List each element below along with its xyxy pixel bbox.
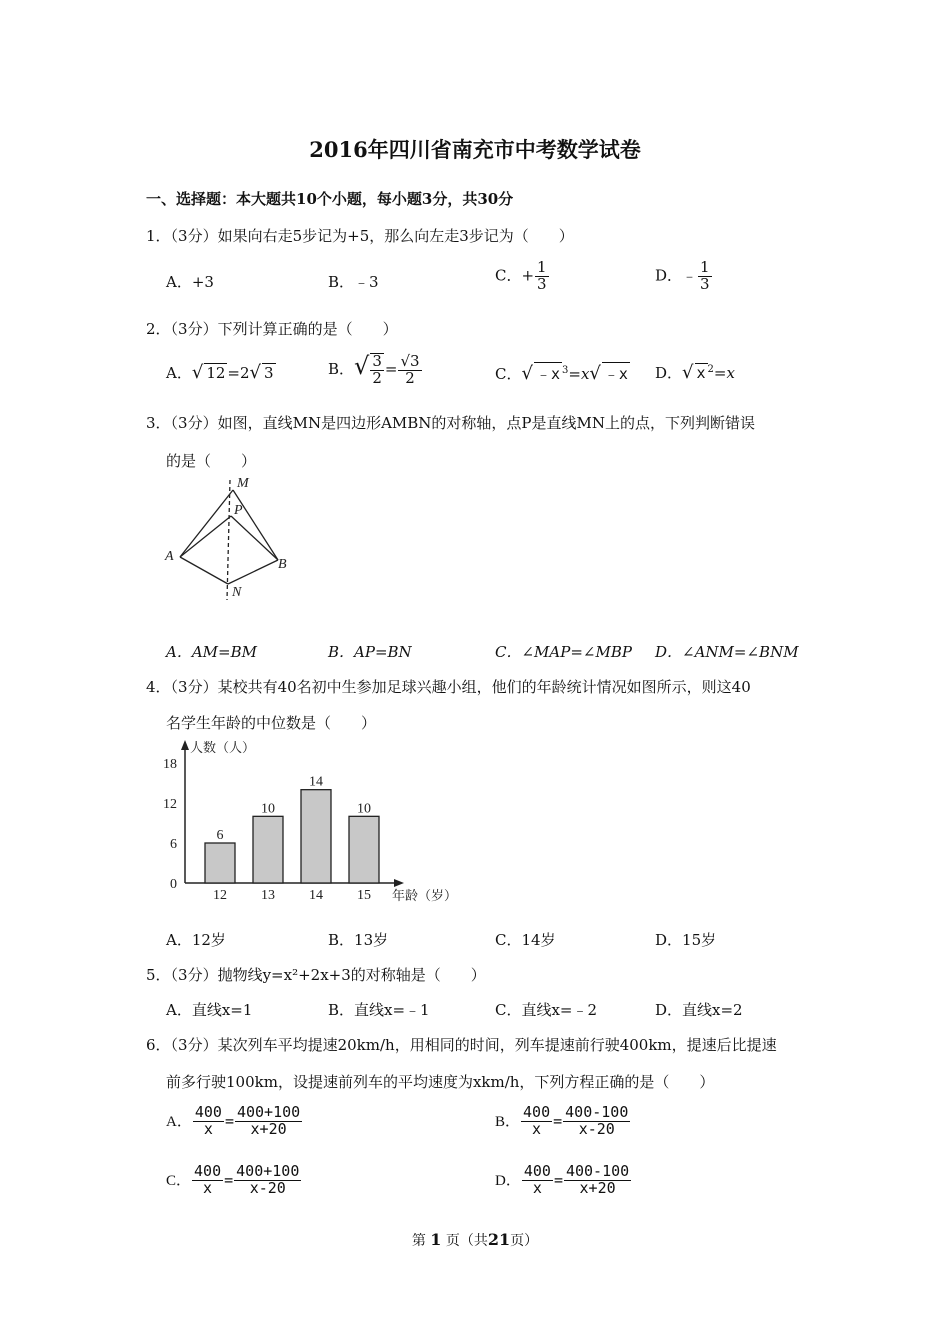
- bar-12: [205, 843, 235, 883]
- question-6-text-line1: 6．（3分）某次列车平均提速20km/h，用相同的时间，列车提速前行驶400km，提速后比提速: [146, 1036, 777, 1054]
- q3-option-c: C．∠MAP=∠MBP: [495, 643, 632, 661]
- q4-option-d: D．15岁: [655, 931, 717, 949]
- x-axis-arrow: [394, 879, 404, 887]
- page-title: 2016年四川省南充市中考数学试卷: [309, 137, 641, 162]
- question-4-text-line1: 4．（3分）某校共有40名初中生参加足球兴趣小组，他们的年龄统计情况如图所示，则这40: [146, 678, 751, 696]
- bar-15: [349, 816, 379, 883]
- q3-option-a: A．AM=BM: [166, 643, 257, 661]
- label-P: P: [234, 503, 243, 518]
- q2-option-d: D．√ x $^2$=x: [655, 362, 735, 383]
- label-A: A: [165, 549, 174, 564]
- page-number: 1: [430, 1230, 442, 1249]
- q3-option-d: D．∠ANM=∠BNM: [655, 643, 799, 661]
- x-tick-label: 12: [213, 888, 227, 903]
- q2-option-c: C．√ ﹣x $^3$=x√ ﹣x: [495, 363, 628, 384]
- age-bar-chart: [160, 738, 470, 908]
- bar-value-label: 10: [261, 801, 275, 817]
- q5-option-d: D．直线x=2: [655, 1001, 743, 1019]
- q1-option-b: B．﹣3: [328, 273, 379, 291]
- bar-value-label: 14: [309, 774, 323, 790]
- q6-option-b: B． $\frac{400}{x}$ = $\frac{400-100}{x-20}$: [495, 1103, 629, 1138]
- q4-option-a: A．12岁: [166, 931, 226, 949]
- q4-option-b: B．13岁: [328, 931, 389, 949]
- q5-option-c: C．直线x=﹣2: [495, 1001, 598, 1019]
- question-6-text-line2: 前多行驶100km，设提速前列车的平均速度为xkm/h，下列方程正确的是（ ）: [166, 1073, 715, 1091]
- bar-14: [301, 790, 331, 883]
- q4-option-c: C．14岁: [495, 931, 556, 949]
- label-B: B: [278, 557, 287, 572]
- page-footer: 第 1 页（共21页）: [411, 1230, 539, 1249]
- label-N: N: [232, 585, 242, 600]
- question-5-text: 5．（3分）抛物线y=x²+2x+3的对称轴是（ ）: [146, 966, 486, 984]
- question-1-text: 1．（3分）如果向右走5步记为+5，那么向左走3步记为（ ）: [146, 227, 574, 245]
- y-axis-label: 人数（人）: [190, 741, 256, 756]
- question-3-text-line1: 3．（3分）如图，直线MN是四边形AMBN的对称轴，点P是直线MN上的点，下列判断错误: [146, 414, 755, 432]
- q5-option-b: B．直线x=﹣1: [328, 1001, 430, 1019]
- q1-option-c: C．+ $\frac{1}{3}$: [495, 258, 547, 293]
- y-tick-label: 6: [170, 837, 177, 852]
- question-3-text-line2: 的是（ ）: [166, 452, 257, 470]
- q6-option-c: C． $\frac{400}{x}$ = $\frac{400+100}{x-20}$: [166, 1162, 300, 1197]
- question-4-text-line2: 名学生年龄的中位数是（ ）: [166, 714, 377, 732]
- section-heading: 一、选择题：本大题共10个小题，每小题3分，共30分: [146, 190, 514, 208]
- x-tick-label: 13: [261, 888, 275, 903]
- q2-option-b: B．√ $\frac{3}{2}$ = $\frac{√3}{2}$: [328, 351, 420, 387]
- x-tick-label: 15: [357, 888, 371, 903]
- bar-13: [253, 816, 283, 883]
- q6-option-d: D． $\frac{400}{x}$ = $\frac{400-100}{x+20}$: [495, 1162, 630, 1197]
- bar-value-label: 6: [216, 828, 224, 843]
- page-total: 21: [487, 1230, 511, 1249]
- q1-option-d: D．﹣ $\frac{1}{3}$: [655, 258, 710, 293]
- quadrilateral-figure: [160, 472, 300, 607]
- label-M: M: [237, 476, 249, 491]
- x-tick-label: 14: [309, 888, 323, 903]
- bar-value-label: 10: [357, 801, 371, 817]
- question-2-text: 2．（3分）下列计算正确的是（ ）: [146, 320, 398, 338]
- q5-option-a: A．直线x=1: [166, 1001, 253, 1019]
- y-axis-arrow: [181, 740, 189, 750]
- q3-option-b: B．AP=BN: [328, 643, 412, 661]
- y-tick-label: 0: [170, 877, 177, 892]
- x-axis-label: 年龄（岁）: [392, 889, 458, 904]
- y-tick-label: 18: [163, 757, 177, 772]
- y-tick-label: 12: [163, 797, 177, 812]
- q6-option-a: A． $\frac{400}{x}$ = $\frac{400+100}{x+20}$: [166, 1103, 301, 1138]
- q2-option-a: A．√ 12 =2√ 3: [166, 362, 274, 383]
- q1-option-a: A．+3: [166, 273, 214, 291]
